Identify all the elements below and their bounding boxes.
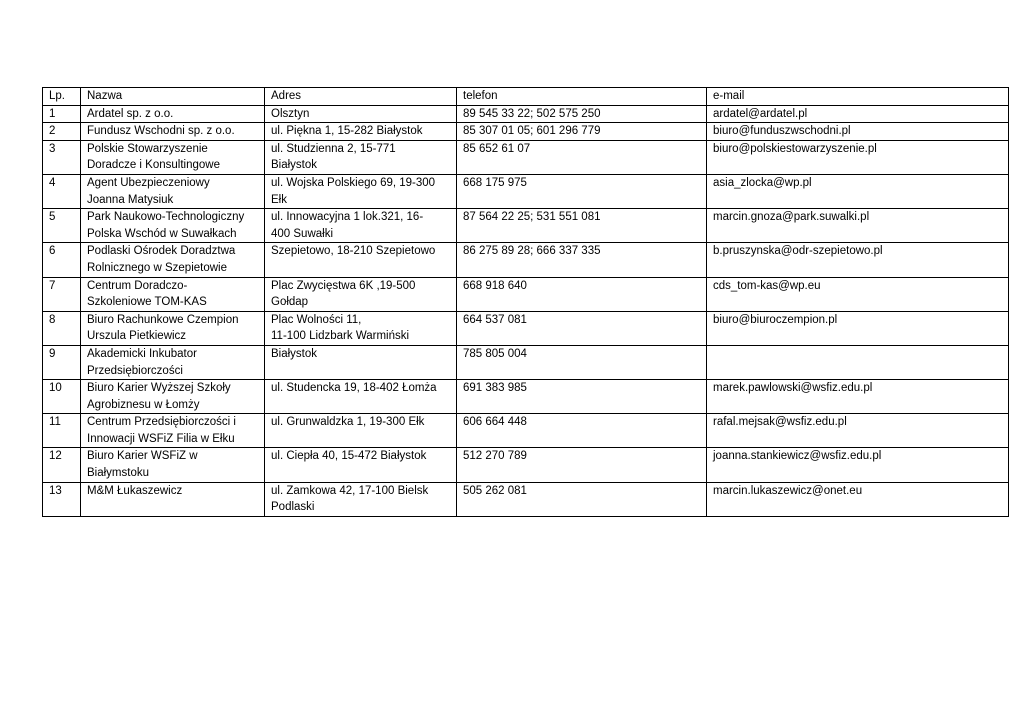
cell-telefon: 668 918 640 bbox=[457, 277, 707, 311]
cell-email: biuro@biuroczempion.pl bbox=[707, 311, 1009, 345]
cell-lp: 11 bbox=[43, 414, 81, 448]
cell-adres: Plac Zwycięstwa 6K ,19-500 Gołdap bbox=[265, 277, 457, 311]
cell-lp: 8 bbox=[43, 311, 81, 345]
cell-telefon: 89 545 33 22; 502 575 250 bbox=[457, 105, 707, 123]
header-telefon: telefon bbox=[457, 88, 707, 106]
cell-lp: 6 bbox=[43, 243, 81, 277]
table-row bbox=[43, 174, 1009, 208]
cell-adres: ul. Studencka 19, 18-402 Łomża bbox=[265, 380, 457, 414]
cell-nazwa: Biuro Karier Wyższej Szkoły Agrobiznesu w Łomży bbox=[81, 380, 265, 414]
cell-nazwa: Centrum Przedsiębiorczości i Innowacji WSFiZ Filia w Ełku bbox=[81, 414, 265, 448]
table-row bbox=[43, 311, 1009, 345]
cell-lp: 9 bbox=[43, 345, 81, 379]
cell-telefon: 86 275 89 28; 666 337 335 bbox=[457, 243, 707, 277]
header-adres: Adres bbox=[265, 88, 457, 106]
cell-adres: ul. Studzienna 2, 15-771 Białystok bbox=[265, 140, 457, 174]
cell-telefon: 606 664 448 bbox=[457, 414, 707, 448]
cell-telefon: 505 262 081 bbox=[457, 482, 707, 516]
cell-lp: 4 bbox=[43, 174, 81, 208]
cell-email: joanna.stankiewicz@wsfiz.edu.pl bbox=[707, 448, 1009, 482]
table-body bbox=[43, 88, 1009, 517]
cell-email: biuro@polskiestowarzyszenie.pl bbox=[707, 140, 1009, 174]
cell-adres: Olsztyn bbox=[265, 105, 457, 123]
table-row bbox=[43, 380, 1009, 414]
cell-nazwa: Akademicki Inkubator Przedsiębiorczości bbox=[81, 345, 265, 379]
cell-lp: 13 bbox=[43, 482, 81, 516]
cell-telefon: 512 270 789 bbox=[457, 448, 707, 482]
cell-adres: Białystok bbox=[265, 345, 457, 379]
cell-lp: 2 bbox=[43, 123, 81, 141]
header-email: e-mail bbox=[707, 88, 1009, 106]
table-row bbox=[43, 448, 1009, 482]
cell-adres: Plac Wolności 11, 11-100 Lidzbark Warmiński bbox=[265, 311, 457, 345]
cell-email: ardatel@ardatel.pl bbox=[707, 105, 1009, 123]
cell-email bbox=[707, 345, 1009, 379]
cell-nazwa: Agent Ubezpieczeniowy Joanna Matysiuk bbox=[81, 174, 265, 208]
cell-email: biuro@funduszwschodni.pl bbox=[707, 123, 1009, 141]
table-row bbox=[43, 209, 1009, 243]
cell-telefon: 668 175 975 bbox=[457, 174, 707, 208]
cell-lp: 5 bbox=[43, 209, 81, 243]
cell-telefon: 691 383 985 bbox=[457, 380, 707, 414]
cell-nazwa: M&M Łukaszewicz bbox=[81, 482, 265, 516]
cell-lp: 3 bbox=[43, 140, 81, 174]
cell-nazwa: Park Naukowo-Technologiczny Polska Wschód w Suwałkach bbox=[81, 209, 265, 243]
header-lp: Lp. bbox=[43, 88, 81, 106]
cell-email: marcin.lukaszewicz@onet.eu bbox=[707, 482, 1009, 516]
cell-nazwa: Podlaski Ośrodek Doradztwa Rolnicznego w Szepietowie bbox=[81, 243, 265, 277]
table-row bbox=[43, 414, 1009, 448]
table-row bbox=[43, 105, 1009, 123]
cell-email: marek.pawlowski@wsfiz.edu.pl bbox=[707, 380, 1009, 414]
cell-email: rafal.mejsak@wsfiz.edu.pl bbox=[707, 414, 1009, 448]
cell-telefon: 85 307 01 05; 601 296 779 bbox=[457, 123, 707, 141]
cell-email: marcin.gnoza@park.suwalki.pl bbox=[707, 209, 1009, 243]
cell-nazwa: Centrum Doradczo- Szkoleniowe TOM-KAS bbox=[81, 277, 265, 311]
table-header-row bbox=[43, 88, 1009, 106]
cell-telefon: 85 652 61 07 bbox=[457, 140, 707, 174]
table-row bbox=[43, 140, 1009, 174]
cell-telefon: 87 564 22 25; 531 551 081 bbox=[457, 209, 707, 243]
cell-lp: 12 bbox=[43, 448, 81, 482]
cell-adres: ul. Wojska Polskiego 69, 19-300 Ełk bbox=[265, 174, 457, 208]
cell-lp: 1 bbox=[43, 105, 81, 123]
cell-telefon: 664 537 081 bbox=[457, 311, 707, 345]
cell-lp: 10 bbox=[43, 380, 81, 414]
contacts-table bbox=[42, 87, 1009, 517]
cell-adres: ul. Piękna 1, 15-282 Białystok bbox=[265, 123, 457, 141]
header-nazwa: Nazwa bbox=[81, 88, 265, 106]
table-row bbox=[43, 243, 1009, 277]
cell-lp: 7 bbox=[43, 277, 81, 311]
cell-adres: ul. Grunwaldzka 1, 19-300 Ełk bbox=[265, 414, 457, 448]
cell-adres: Szepietowo, 18-210 Szepietowo bbox=[265, 243, 457, 277]
cell-nazwa: Ardatel sp. z o.o. bbox=[81, 105, 265, 123]
cell-email: b.pruszynska@odr-szepietowo.pl bbox=[707, 243, 1009, 277]
cell-nazwa: Biuro Rachunkowe Czempion Urszula Pietkiewicz bbox=[81, 311, 265, 345]
cell-adres: ul. Ciepła 40, 15-472 Białystok bbox=[265, 448, 457, 482]
cell-email: asia_zlocka@wp.pl bbox=[707, 174, 1009, 208]
cell-adres: ul. Innowacyjna 1 lok.321, 16- 400 Suwałki bbox=[265, 209, 457, 243]
cell-telefon: 785 805 004 bbox=[457, 345, 707, 379]
cell-email: cds_tom-kas@wp.eu bbox=[707, 277, 1009, 311]
table-row bbox=[43, 123, 1009, 141]
table-row bbox=[43, 345, 1009, 379]
cell-nazwa: Biuro Karier WSFiZ w Białymstoku bbox=[81, 448, 265, 482]
cell-nazwa: Polskie Stowarzyszenie Doradcze i Konsultingowe bbox=[81, 140, 265, 174]
cell-nazwa: Fundusz Wschodni sp. z o.o. bbox=[81, 123, 265, 141]
cell-adres: ul. Zamkowa 42, 17-100 Bielsk Podlaski bbox=[265, 482, 457, 516]
table-row bbox=[43, 482, 1009, 516]
table-row bbox=[43, 277, 1009, 311]
